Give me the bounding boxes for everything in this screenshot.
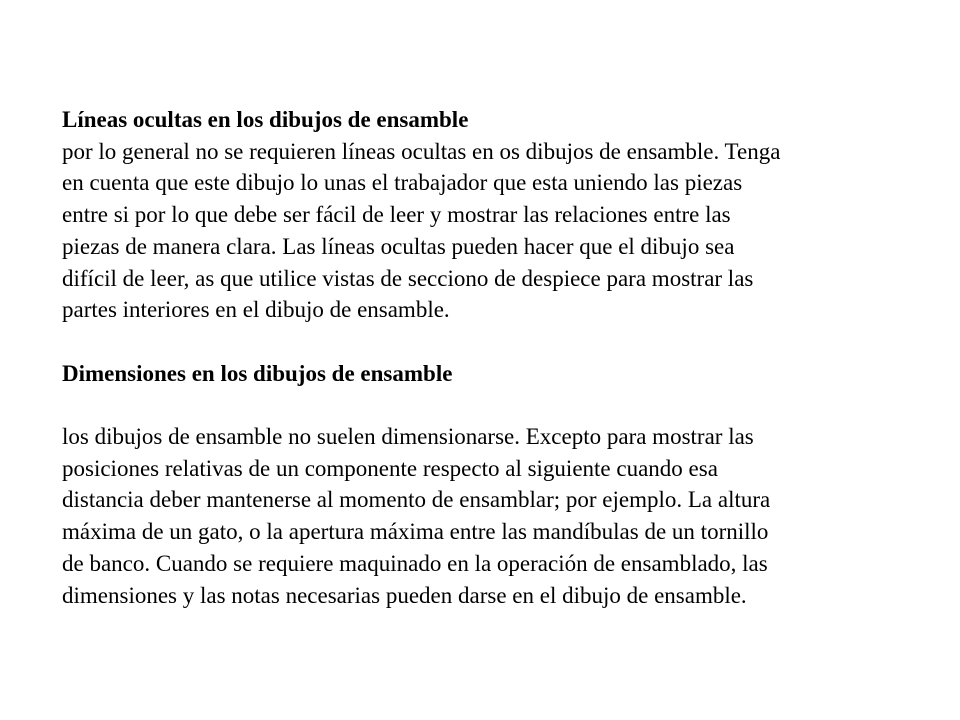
paragraph-line: por lo general no se requieren líneas ocultas en os dibujos de ensamble. Tenga: [62, 138, 781, 164]
spacer: [62, 389, 912, 421]
paragraph-line: en cuenta que este dibujo lo unas el trabajador que esta uniendo las piezas: [62, 170, 743, 196]
paragraph-line: posiciones relativas de un componente respecto al siguiente cuando esa: [62, 455, 718, 481]
paragraph-line: dimensiones y las notas necesarias pueden darse en el dibujo de ensamble.: [62, 582, 747, 608]
paragraph-line: piezas de manera clara. Las líneas ocultas pueden hacer que el dibujo sea: [62, 233, 735, 259]
paragraph-line: de banco. Cuando se requiere maquinado en la operación de ensamblado, las: [62, 550, 768, 576]
section-heading-hidden-lines: Líneas ocultas en los dibujos de ensamble: [62, 107, 469, 132]
paragraph-line: los dibujos de ensamble no suelen dimensionarse. Excepto para mostrar las: [62, 424, 754, 449]
spacer: [62, 326, 912, 358]
section-heading-dimensions: Dimensiones en los dibujos de ensamble: [62, 360, 453, 386]
paragraph-line: difícil de leer, as que utilice vistas de secciono de despiece para mostrar las: [62, 265, 754, 291]
paragraph-line: partes interiores en el dibujo de ensamble.: [62, 297, 450, 323]
paragraph-line: máxima de un gato, o la apertura máxima entre las mandíbulas de un tornillo: [62, 519, 769, 545]
paragraph-line: distancia deber mantenerse al momento de ensamblar; por ejemplo. La altura: [62, 487, 771, 513]
paragraph-line: entre si por lo que debe ser fácil de leer y mostrar las relaciones entre las: [62, 202, 731, 228]
slide-text-body: [62, 104, 912, 611]
